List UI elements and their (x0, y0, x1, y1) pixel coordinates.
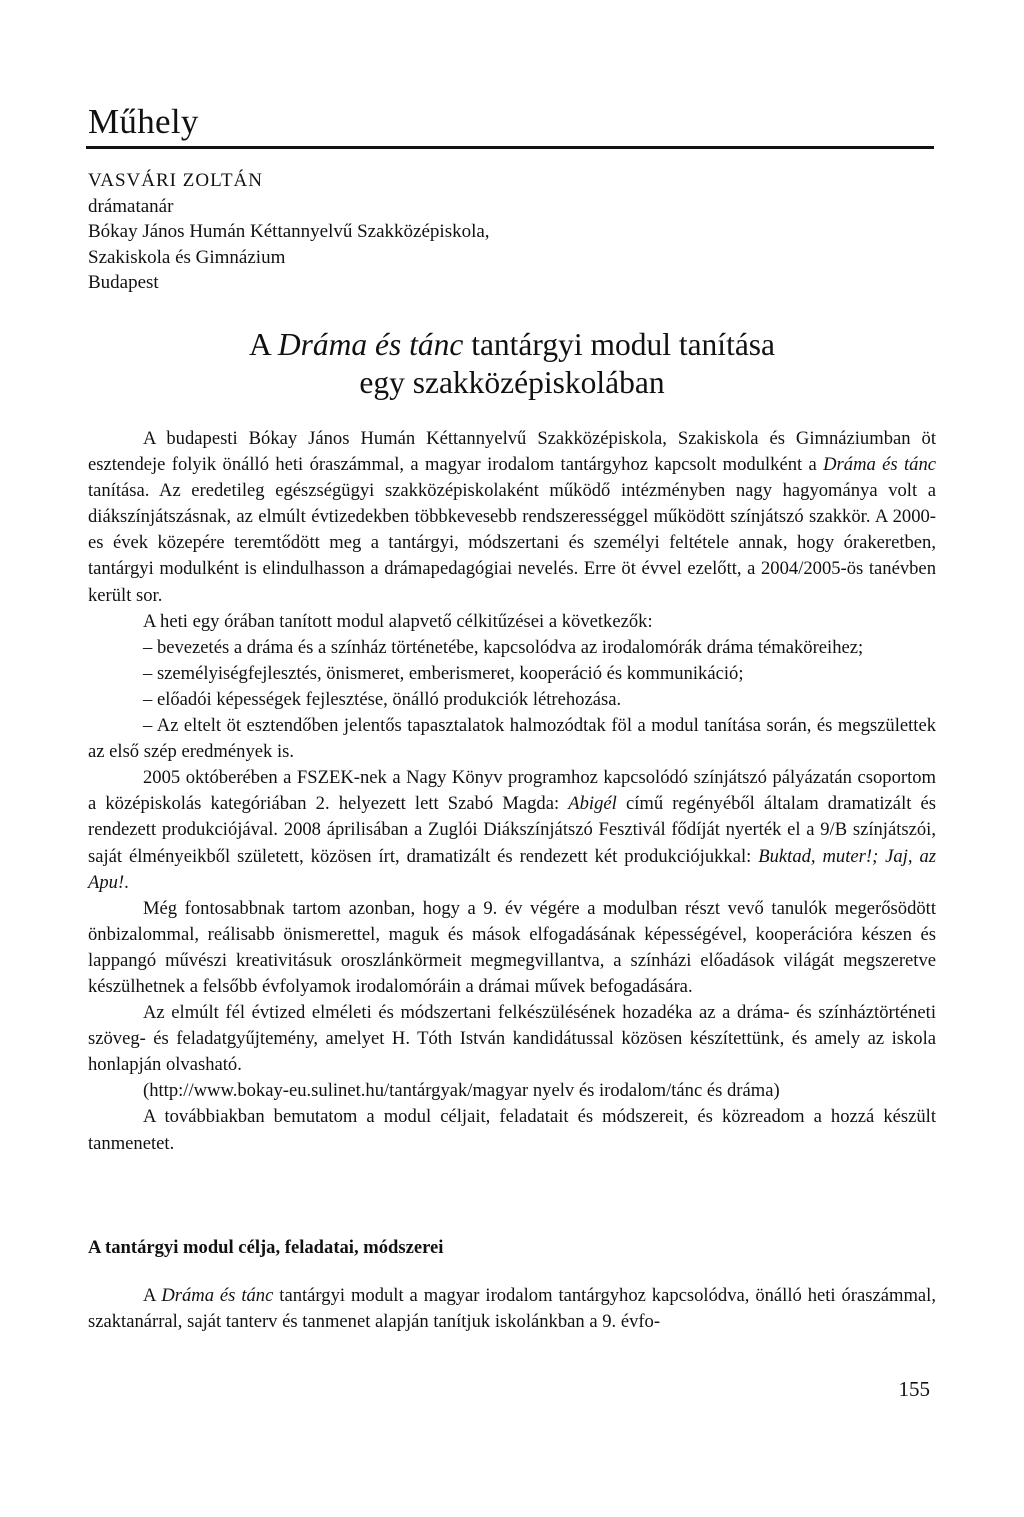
article-body (88, 426, 936, 1157)
paragraph-intro (88, 426, 936, 609)
article-title-prefix: A (248, 327, 270, 362)
paragraph-intro-italic: Dráma és tánc (823, 454, 936, 476)
list-item-goal-3: – előadói képességek fejlesztése, önálló produkciók létrehozása. (143, 688, 622, 710)
paragraph-intro-part1: A budapesti Bókay János Humán Kéttannyelvű Szakközépiskola, Szakiskola és Gimnáziumban öt esztendeje folyik önálló heti óraszámmal, a magyar irodalom tantárgyhoz kapcsolt modulként a (88, 428, 936, 476)
article-title (88, 326, 936, 402)
list-item-goal-4: – Az eltelt öt esztendőben jelentős tapasztalatok halmozódtak föl a modul tanítása során, és megszülettek az első szép eredmények is. (88, 715, 936, 763)
article-title-rest: tantárgyi modul tanítása (471, 327, 776, 362)
paragraph-importance: Még fontosabbnak tartom azonban, hogy a 9. év végére a modulban részt vevő tanulók megerősödött önbizalommal, reálisabb önismerettel, maguk és mások elfogadásának képességével, kooperációra készen és lappangó művészi kreativitásuk oroszlánkörmeit megmegvillantva, a színházi előadások világát megszeretve készülhetnek a felsőbb évfolyamok irodalomóráin a drámai művek befogadására. (88, 897, 936, 997)
paragraph-goals-intro: A heti egy órában tanított modul alapvető célkitűzései a következők: (143, 610, 653, 632)
section-body (88, 1283, 936, 1335)
paragraph-results-italic1: Abigél (568, 793, 617, 815)
list-item-goal-2: – személyiségfejlesztés, önismeret, emberismeret, kooperáció és kommunikáció; (143, 662, 744, 684)
author-name: VASVÁRI ZOLTÁN (88, 170, 263, 191)
paragraph-results (88, 765, 936, 895)
paragraph-results-part1: 2005 októberében a FSZEK-nek a Nagy Könyv programhoz kapcsolódó színjátszó pályázatán csoportom a középiskolás kategóriában 2. helyezett lett Szabó Magda: (88, 767, 936, 815)
section-heading: A tantárgyi modul célja, feladatai, módszerei (88, 1237, 444, 1258)
author-block (88, 168, 490, 296)
list-item-goal-1: – bevezetés a dráma és a színház történetébe, kapcsolódva az irodalomórák dráma témaköreihez; (143, 636, 864, 658)
paragraph-section-part1: A (143, 1285, 156, 1306)
article-title-italic: Dráma és tánc (277, 327, 464, 362)
author-school-line1: Bókay János Humán Kéttannyelvű Szakközépiskola, (88, 221, 490, 242)
article-title-line2: egy szakközépiskolában (359, 365, 665, 400)
paragraph-results-part2: című regényéből általam dramatizált és rendezett produkciójával. 2008 áprilisában a Zuglói Diákszínjátszó Fesztivál fődíját nyerték el a 9/B színjátszói, saját élményeikből született, közösen írt, dramatizált és rendezett két produkciójukkal: (88, 793, 936, 867)
paragraph-section-intro (88, 1283, 936, 1335)
paragraph-outline: A továbbiakban bemutatom a modul céljait, feladatait és módszereit, és közreadom a hozzá készült tanmenetet. (88, 1106, 936, 1154)
paragraph-url: (http://www.bokay-eu.sulinet.hu/tantárgyak/magyar nyelv és irodalom/tánc és dráma) (143, 1080, 780, 1102)
author-role: drámatanár (88, 195, 174, 217)
paragraph-results-part3: . (124, 871, 129, 893)
paragraph-section-part2: tantárgyi modult a magyar irodalom tantárgyhoz kapcsolódva, önálló heti óraszámmal, szaktanárral, saját tanterv és tanmenet alapján tanítjuk iskolánkban a 9. évfo- (88, 1285, 936, 1333)
paragraph-collection: Az elmúlt fél évtized elméleti és módszertani felkészülésének hozadéka az a dráma- és színháztörténeti szöveg- és feladatgyűjtemény, amelyet H. Tóth István kandidátussal közösen készítettünk, és amely az iskola honlapján olvasható. (88, 1002, 936, 1076)
header-rule (86, 146, 934, 149)
author-school-line2: Szakiskola és Gimnázium (88, 246, 286, 268)
running-header-title: Műhely (88, 102, 199, 141)
article-title-line1 (88, 326, 936, 364)
paragraph-section-italic: Dráma és tánc (161, 1285, 274, 1306)
page-number: 155 (898, 1377, 930, 1401)
author-city: Budapest (88, 272, 159, 293)
paragraph-intro-part2: tanítása. Az eredetileg egészségügyi szakközépiskolaként működő intézményben nagy hagyománya volt a diákszínjátszásnak, az elmúlt évtizedekben többkevesebb rendszerességgel működött színjátszó szakkör. A 2000-es évek közepére teremtődött meg a tantárgyi, módszertani és személyi feltétele annak, hogy órakeretben, tantárgyi modulként is elindulhasson a drámapedagógiai nevelés. Erre öt évvel ezelőtt, a 2004/2005-ös tanévben került sor. (88, 480, 936, 606)
paragraph-results-italic2: Buktad, muter!; Jaj, az Apu! (88, 845, 937, 893)
